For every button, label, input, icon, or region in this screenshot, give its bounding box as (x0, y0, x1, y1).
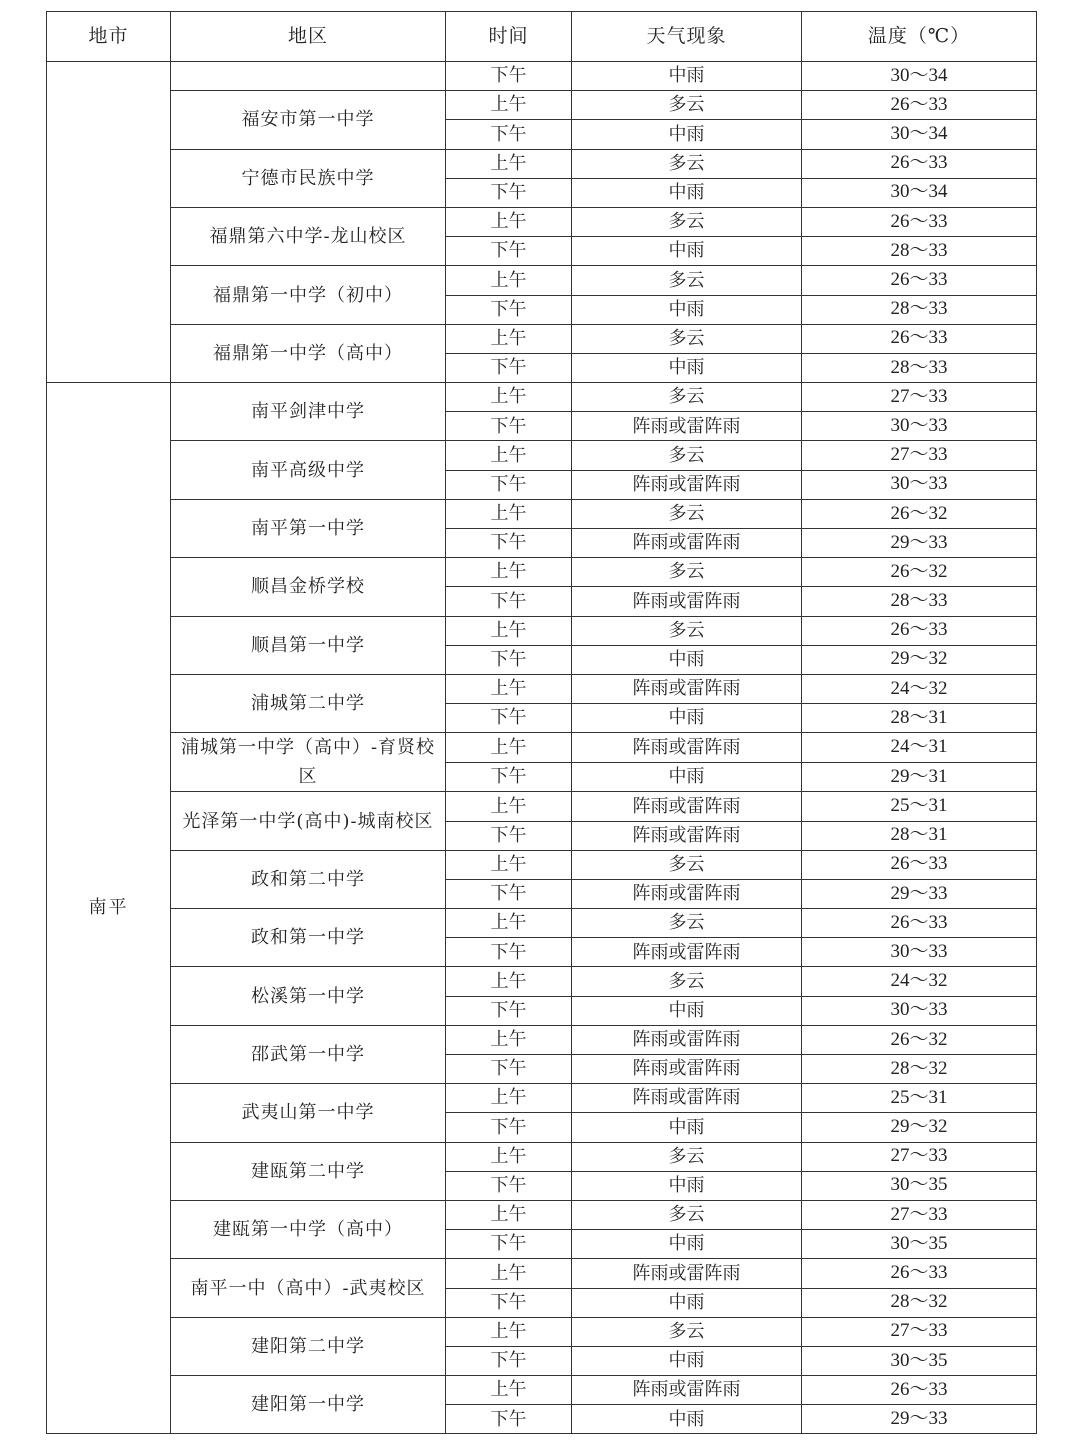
header-weather: 天气现象 (572, 12, 802, 62)
time-cell: 下午 (446, 645, 572, 674)
weather-table (46, 11, 1037, 1434)
time-cell: 上午 (446, 967, 572, 996)
temperature-cell: 27～33 (802, 383, 1037, 412)
weather-cell: 阵雨或雷阵雨 (572, 529, 802, 558)
city-cell (47, 62, 171, 383)
time-cell: 下午 (446, 879, 572, 908)
table-row (47, 1317, 1037, 1346)
time-cell: 下午 (446, 470, 572, 499)
temperature-cell: 28～31 (802, 704, 1037, 733)
time-cell: 下午 (446, 1405, 572, 1434)
temperature-cell: 30～34 (802, 178, 1037, 207)
header-row (47, 12, 1037, 62)
city-cell: 南平 (47, 383, 171, 1434)
temperature-cell: 29～33 (802, 1405, 1037, 1434)
weather-cell: 多云 (572, 441, 802, 470)
table-row (47, 1084, 1037, 1113)
time-cell: 下午 (446, 1346, 572, 1375)
time-cell: 上午 (446, 324, 572, 353)
temperature-cell: 26～32 (802, 558, 1037, 587)
time-cell: 上午 (446, 499, 572, 528)
weather-cell: 多云 (572, 324, 802, 353)
time-cell: 上午 (446, 909, 572, 938)
weather-cell: 中雨 (572, 704, 802, 733)
table-row (47, 1259, 1037, 1288)
region-cell: 南平一中（高中）-武夷校区 (171, 1259, 446, 1317)
weather-cell: 多云 (572, 266, 802, 295)
time-cell: 上午 (446, 558, 572, 587)
region-cell: 邵武第一中学 (171, 1025, 446, 1083)
time-cell: 上午 (446, 792, 572, 821)
time-cell: 上午 (446, 733, 572, 763)
time-cell: 上午 (446, 1142, 572, 1171)
time-cell: 下午 (446, 412, 572, 441)
weather-cell: 阵雨或雷阵雨 (572, 674, 802, 703)
temperature-cell: 27～33 (802, 441, 1037, 470)
table-row (47, 441, 1037, 470)
region-cell: 福鼎第一中学（初中） (171, 266, 446, 324)
weather-cell: 中雨 (572, 62, 802, 91)
weather-cell: 多云 (572, 149, 802, 178)
weather-cell: 多云 (572, 383, 802, 412)
time-cell: 上午 (446, 207, 572, 236)
temperature-cell: 28～31 (802, 821, 1037, 850)
table-row (47, 499, 1037, 528)
temperature-cell: 29～32 (802, 645, 1037, 674)
weather-cell: 阵雨或雷阵雨 (572, 821, 802, 850)
table-header (47, 12, 1037, 62)
time-cell: 下午 (446, 587, 572, 616)
table-row (47, 733, 1037, 763)
temperature-cell: 30～34 (802, 62, 1037, 91)
weather-cell: 阵雨或雷阵雨 (572, 1084, 802, 1113)
time-cell: 下午 (446, 1230, 572, 1259)
temperature-cell: 26～33 (802, 266, 1037, 295)
time-cell: 下午 (446, 237, 572, 266)
time-cell: 上午 (446, 1084, 572, 1113)
temperature-cell: 24～32 (802, 674, 1037, 703)
region-cell: 光泽第一中学(高中)-城南校区 (171, 792, 446, 850)
temperature-cell: 24～31 (802, 733, 1037, 763)
weather-cell: 多云 (572, 1200, 802, 1229)
table-row (47, 967, 1037, 996)
time-cell: 下午 (446, 1113, 572, 1142)
weather-cell: 中雨 (572, 645, 802, 674)
weather-cell: 阵雨或雷阵雨 (572, 1055, 802, 1084)
table-body (47, 62, 1037, 1434)
temperature-cell: 25～31 (802, 792, 1037, 821)
time-cell: 上午 (446, 1317, 572, 1346)
time-cell: 下午 (446, 996, 572, 1025)
table-row (47, 1025, 1037, 1054)
time-cell: 上午 (446, 674, 572, 703)
time-cell: 下午 (446, 762, 572, 792)
time-cell: 下午 (446, 62, 572, 91)
temperature-cell: 26～32 (802, 499, 1037, 528)
weather-cell: 中雨 (572, 178, 802, 207)
time-cell: 上午 (446, 1376, 572, 1405)
weather-cell: 中雨 (572, 1171, 802, 1200)
weather-cell: 多云 (572, 91, 802, 120)
table-row (47, 266, 1037, 295)
temperature-cell: 25～31 (802, 1084, 1037, 1113)
weather-cell: 多云 (572, 616, 802, 645)
temperature-cell: 26～33 (802, 149, 1037, 178)
region-cell: 政和第一中学 (171, 909, 446, 967)
temperature-cell: 30～35 (802, 1171, 1037, 1200)
time-cell: 下午 (446, 120, 572, 149)
time-cell: 上午 (446, 266, 572, 295)
weather-cell: 阵雨或雷阵雨 (572, 1259, 802, 1288)
time-cell: 上午 (446, 91, 572, 120)
table-row (47, 909, 1037, 938)
time-cell: 上午 (446, 616, 572, 645)
weather-cell: 多云 (572, 1317, 802, 1346)
temperature-cell: 26～33 (802, 909, 1037, 938)
weather-cell: 中雨 (572, 996, 802, 1025)
table-row (47, 1142, 1037, 1171)
time-cell: 上午 (446, 1025, 572, 1054)
region-cell: 宁德市民族中学 (171, 149, 446, 207)
temperature-cell: 28～33 (802, 295, 1037, 324)
table-row (47, 324, 1037, 353)
temperature-cell: 24～32 (802, 967, 1037, 996)
time-cell: 上午 (446, 149, 572, 178)
weather-cell: 多云 (572, 207, 802, 236)
weather-cell: 中雨 (572, 1346, 802, 1375)
weather-cell: 阵雨或雷阵雨 (572, 412, 802, 441)
region-cell: 浦城第二中学 (171, 674, 446, 732)
time-cell: 下午 (446, 1055, 572, 1084)
temperature-cell: 30～33 (802, 938, 1037, 967)
region-cell: 武夷山第一中学 (171, 1084, 446, 1142)
region-cell: 浦城第一中学（高中）-育贤校区 (171, 733, 446, 792)
temperature-cell: 26～33 (802, 207, 1037, 236)
temperature-cell: 26～33 (802, 1259, 1037, 1288)
time-cell: 上午 (446, 1259, 572, 1288)
weather-cell: 中雨 (572, 1288, 802, 1317)
table-row (47, 207, 1037, 236)
table-row (47, 792, 1037, 821)
weather-cell: 中雨 (572, 120, 802, 149)
temperature-cell: 28～33 (802, 587, 1037, 616)
weather-cell: 多云 (572, 499, 802, 528)
time-cell: 下午 (446, 295, 572, 324)
temperature-cell: 26～33 (802, 91, 1037, 120)
temperature-cell: 27～33 (802, 1142, 1037, 1171)
time-cell: 上午 (446, 1200, 572, 1229)
weather-cell: 中雨 (572, 295, 802, 324)
temperature-cell: 26～33 (802, 324, 1037, 353)
time-cell: 上午 (446, 441, 572, 470)
table-row (47, 1200, 1037, 1229)
table-row (47, 616, 1037, 645)
time-cell: 下午 (446, 1171, 572, 1200)
header-time: 时间 (446, 12, 572, 62)
weather-cell: 中雨 (572, 762, 802, 792)
temperature-cell: 30～35 (802, 1230, 1037, 1259)
temperature-cell: 28～32 (802, 1288, 1037, 1317)
time-cell: 下午 (446, 529, 572, 558)
temperature-cell: 28～32 (802, 1055, 1037, 1084)
region-cell: 福鼎第六中学-龙山校区 (171, 207, 446, 265)
temperature-cell: 29～31 (802, 762, 1037, 792)
weather-cell: 阵雨或雷阵雨 (572, 733, 802, 763)
region-cell: 建阳第一中学 (171, 1376, 446, 1434)
weather-cell: 多云 (572, 909, 802, 938)
weather-cell: 中雨 (572, 237, 802, 266)
time-cell: 下午 (446, 704, 572, 733)
temperature-cell: 28～33 (802, 353, 1037, 382)
weather-cell: 阵雨或雷阵雨 (572, 1376, 802, 1405)
table-row (47, 850, 1037, 879)
temperature-cell: 28～33 (802, 237, 1037, 266)
temperature-cell: 26～32 (802, 1025, 1037, 1054)
region-cell: 建阳第二中学 (171, 1317, 446, 1375)
weather-cell: 阵雨或雷阵雨 (572, 792, 802, 821)
header-temperature: 温度（℃） (802, 12, 1037, 62)
temperature-cell: 29～32 (802, 1113, 1037, 1142)
table-row (47, 674, 1037, 703)
temperature-cell: 30～33 (802, 470, 1037, 499)
time-cell: 下午 (446, 821, 572, 850)
temperature-cell: 27～33 (802, 1200, 1037, 1229)
weather-cell: 多云 (572, 558, 802, 587)
table-row (47, 149, 1037, 178)
region-cell: 福鼎第一中学（高中） (171, 324, 446, 382)
weather-cell: 中雨 (572, 353, 802, 382)
region-cell: 建瓯第二中学 (171, 1142, 446, 1200)
time-cell: 上午 (446, 850, 572, 879)
region-cell: 顺昌第一中学 (171, 616, 446, 674)
weather-cell: 阵雨或雷阵雨 (572, 938, 802, 967)
table-row (47, 383, 1037, 412)
weather-cell: 多云 (572, 1142, 802, 1171)
weather-cell: 阵雨或雷阵雨 (572, 1025, 802, 1054)
region-cell: 福安市第一中学 (171, 91, 446, 149)
temperature-cell: 26～33 (802, 850, 1037, 879)
temperature-cell: 26～33 (802, 616, 1037, 645)
table-row (47, 558, 1037, 587)
temperature-cell: 29～33 (802, 879, 1037, 908)
temperature-cell: 30～33 (802, 412, 1037, 441)
region-cell: 顺昌金桥学校 (171, 558, 446, 616)
region-cell: 政和第二中学 (171, 850, 446, 908)
temperature-cell: 30～35 (802, 1346, 1037, 1375)
time-cell: 下午 (446, 178, 572, 207)
header-city: 地市 (47, 12, 171, 62)
region-cell: 南平第一中学 (171, 499, 446, 557)
temperature-cell: 29～33 (802, 529, 1037, 558)
temperature-cell: 30～33 (802, 996, 1037, 1025)
table-row (47, 1376, 1037, 1405)
weather-cell: 多云 (572, 850, 802, 879)
table-row (47, 91, 1037, 120)
region-cell (171, 62, 446, 91)
region-cell: 建瓯第一中学（高中） (171, 1200, 446, 1258)
temperature-cell: 27～33 (802, 1317, 1037, 1346)
region-cell: 南平剑津中学 (171, 383, 446, 441)
weather-cell: 阵雨或雷阵雨 (572, 470, 802, 499)
region-cell: 松溪第一中学 (171, 967, 446, 1025)
weather-cell: 阵雨或雷阵雨 (572, 587, 802, 616)
temperature-cell: 30～34 (802, 120, 1037, 149)
weather-cell: 多云 (572, 967, 802, 996)
table-row (47, 62, 1037, 91)
temperature-cell: 26～33 (802, 1376, 1037, 1405)
time-cell: 上午 (446, 383, 572, 412)
region-cell: 南平高级中学 (171, 441, 446, 499)
time-cell: 下午 (446, 353, 572, 382)
weather-cell: 中雨 (572, 1405, 802, 1434)
header-region: 地区 (171, 12, 446, 62)
weather-cell: 中雨 (572, 1113, 802, 1142)
weather-cell: 中雨 (572, 1230, 802, 1259)
weather-cell: 阵雨或雷阵雨 (572, 879, 802, 908)
time-cell: 下午 (446, 938, 572, 967)
time-cell: 下午 (446, 1288, 572, 1317)
